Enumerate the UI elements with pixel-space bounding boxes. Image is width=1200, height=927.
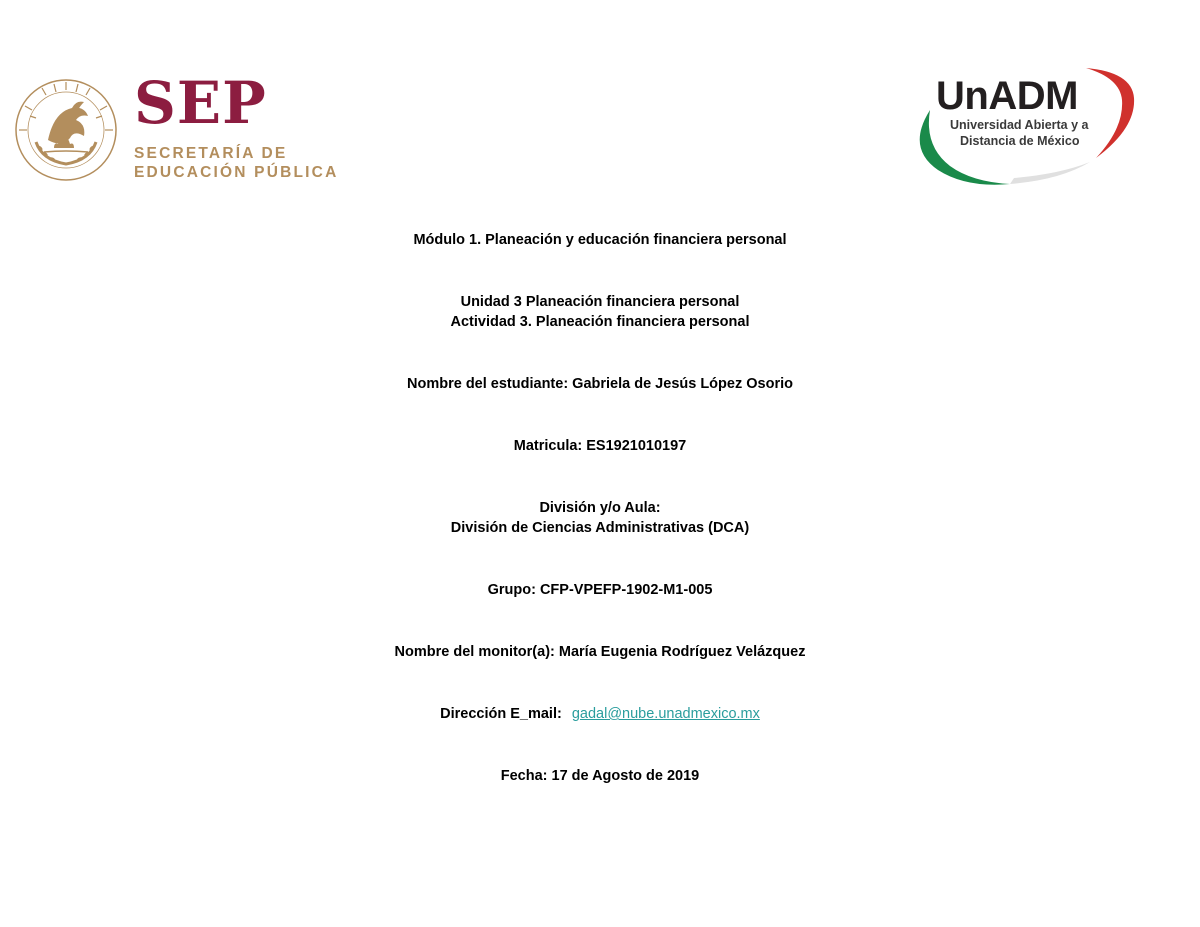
sep-subtitle-line-2: EDUCACIÓN PÚBLICA bbox=[134, 164, 339, 181]
unadm-subtitle-line-1: Universidad Abierta y a bbox=[950, 118, 1089, 132]
group: Grupo: CFP-VPEFP-1902-M1-005 bbox=[487, 582, 713, 598]
date: Fecha: 17 de Agosto de 2019 bbox=[500, 768, 700, 784]
cover-info bbox=[0, 230, 1200, 786]
email-label: Dirección E_mail: bbox=[440, 706, 562, 722]
sep-logo bbox=[14, 69, 354, 186]
module-title: Módulo 1. Planeación y educación financiera personal bbox=[413, 232, 787, 248]
email-line bbox=[0, 704, 1200, 724]
unadm-subtitle-line-2: Distancia de México bbox=[960, 134, 1080, 148]
unit-title: Unidad 3 Planeación financiera personal bbox=[460, 294, 740, 310]
student-id: Matricula: ES1921010197 bbox=[513, 438, 687, 454]
monitor-name: Nombre del monitor(a): María Eugenia Rodríguez Velázquez bbox=[394, 644, 806, 660]
division-value: División de Ciencias Administrativas (DCA) bbox=[450, 520, 750, 536]
sep-title: SEP bbox=[134, 69, 267, 137]
email-link[interactable]: gadal@nube.unadmexico.mx bbox=[571, 706, 760, 722]
activity-title: Actividad 3. Planeación financiera personal bbox=[450, 314, 750, 330]
unadm-logo bbox=[910, 62, 1140, 190]
sep-subtitle-line-1: SECRETARÍA DE bbox=[134, 145, 288, 162]
student-name: Nombre del estudiante: Gabriela de Jesús López Osorio bbox=[407, 376, 793, 392]
division-label: División y/o Aula: bbox=[539, 500, 661, 516]
unadm-title: UnADM bbox=[936, 74, 1078, 118]
mexican-coat-of-arms-seal-icon bbox=[14, 78, 118, 182]
